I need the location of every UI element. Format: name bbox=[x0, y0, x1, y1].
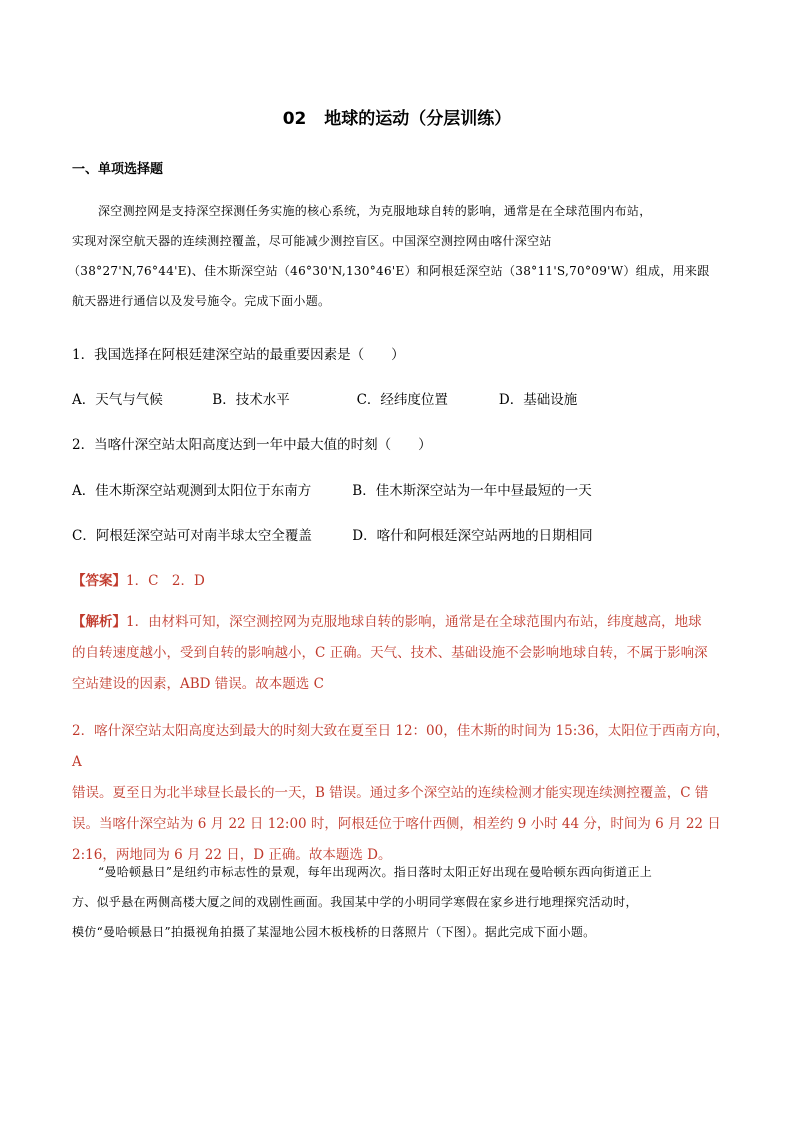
answer-line bbox=[72, 569, 732, 589]
option-c: C．阿根廷深空站可对南半球太空全覆盖 bbox=[72, 528, 312, 544]
question-2-options-row-1 bbox=[72, 479, 732, 499]
analysis-line: 2．喀什深空站太阳高度达到最大的时刻大致在夏至日 12：00，佳木斯的时间为 15:36，太阳位于西南方向，A bbox=[72, 723, 730, 770]
analysis-tag: 【解析】 bbox=[72, 614, 126, 630]
option-d: D．基础设施 bbox=[498, 392, 578, 408]
material-line: 深空测控网是支持深空探测任务实施的核心系统，为克服地球自转的影响，通常是在全球范围内布站， bbox=[98, 204, 652, 218]
option-d: D．喀什和阿根廷深空站两地的日期相同 bbox=[352, 528, 593, 544]
material-line: 实现对深空航天器的连续测控覆盖，尽可能减少测控盲区。中国深空测控网由喀什深空站 bbox=[72, 234, 552, 248]
title-text: 地球的运动（分层训练） bbox=[324, 109, 512, 129]
material-line: 航天器进行通信以及发号施令。完成下面小题。 bbox=[72, 294, 331, 308]
analysis-text: 1．由材料可知，深空测控网为克服地球自转的影响，通常是在全球范围内布站，纬度越高，地球 bbox=[126, 614, 702, 630]
answer-tag: 【答案】 bbox=[72, 573, 126, 589]
section-heading: 一、单项选择题 bbox=[72, 162, 164, 177]
option-b: B．技术水平 bbox=[212, 392, 290, 408]
analysis-line: 空站建设的因素，ABD 错误。故本题选 C bbox=[72, 676, 324, 692]
answer-text: 1．C 2．D bbox=[126, 573, 205, 589]
analysis-paragraph-2 bbox=[72, 716, 732, 871]
analysis-line: 的自转速度越小，受到自转的影响越小，C 正确。天气、技术、基础设施不会影响地球自转，不属于影响深 bbox=[72, 645, 708, 661]
analysis-line: 错误。夏至日为北半球昼长最长的一天，B 错误。通过多个深空站的连续检测才能实现连续测控覆盖，C 错 bbox=[72, 785, 709, 801]
material-passage-2 bbox=[72, 857, 720, 947]
analysis-line bbox=[72, 607, 732, 638]
material-passage-1 bbox=[68, 196, 720, 316]
option-b: B．佳木斯深空站为一年中昼最短的一天 bbox=[352, 483, 592, 499]
question-2-options-row-2 bbox=[72, 524, 732, 544]
option-c: C．经纬度位置 bbox=[356, 392, 448, 408]
analysis-line: 2:16，两地同为 6 月 22 日，D 正确。故本题选 D。 bbox=[72, 847, 392, 863]
material-line: 方、似乎悬在两侧高楼大厦之间的戏剧性画面。我国某中学的小明同学寒假在家乡进行地理探究活动时， bbox=[72, 895, 638, 909]
option-a: A．天气与气候 bbox=[72, 392, 163, 408]
page-title bbox=[0, 104, 794, 129]
option-a: A．佳木斯深空站观测到太阳位于东南方 bbox=[72, 483, 312, 499]
question-1-stem: 1．我国选择在阿根廷建深空站的最重要因素是（ ） bbox=[72, 347, 405, 363]
question-1-options bbox=[72, 388, 732, 408]
material-line: （38°27'N,76°44'E)、佳木斯深空站（46°30'N,130°46'E）和阿根廷深空站（38°11'S,70°09'W）组成，用来跟 bbox=[68, 264, 710, 278]
material-line: 模仿“曼哈顿悬日”拍摄视角拍摄了某湿地公园木板栈桥的日落照片（下图）。据此完成下面小题。 bbox=[72, 925, 596, 939]
material-line: “曼哈顿悬日”是纽约市标志性的景观，每年出现两次。指日落时太阳正好出现在曼哈顿东西向街道正上 bbox=[98, 865, 653, 879]
question-2-stem: 2．当喀什深空站太阳高度达到一年中最大值的时刻（ ） bbox=[72, 437, 432, 453]
analysis-paragraph-1 bbox=[72, 607, 732, 700]
title-number: 02 bbox=[282, 109, 307, 129]
analysis-line: 误。当喀什深空站为 6 月 22 日 12:00 时，阿根廷位于喀什西侧，相差约 9 小时 44 分，时间为 6 月 22 日 bbox=[72, 816, 721, 832]
